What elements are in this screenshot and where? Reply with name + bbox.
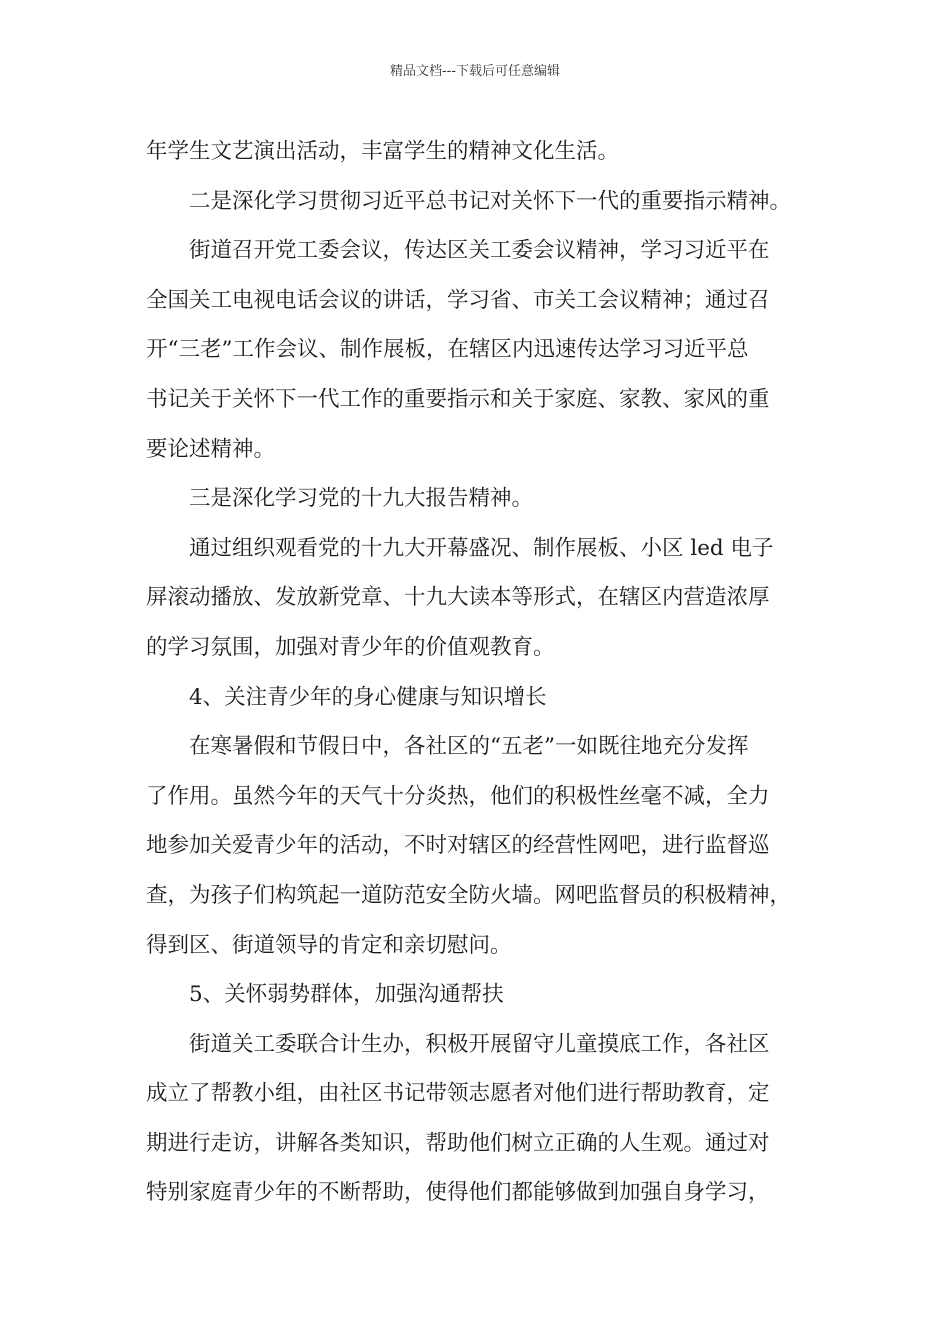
document-body xyxy=(146,127,826,1218)
text-line: 地参加关爱青少年的活动，不时对辖区的经营性网吧，进行监督巡 xyxy=(146,833,770,859)
text-line: 要论述精神。 xyxy=(146,436,276,462)
text-line: 的学习氛围，加强对青少年的价值观教育。 xyxy=(146,634,555,660)
text-line: 书记关于关怀下一代工作的重要指示和关于家庭、家教、家风的重 xyxy=(146,386,770,412)
text-line: 街道关工委联合计生办，积极开展留守儿童摸底工作，各社区 xyxy=(189,1031,770,1057)
text-line: 街道召开党工委会议，传达区关工委会议精神，学习习近平在 xyxy=(189,238,770,264)
text-line: 成立了帮教小组，由社区书记带领志愿者对他们进行帮助教育，定 xyxy=(146,1081,770,1107)
text-line: 全国关工电视电话会议的讲话，学习省、市关工会议精神；通过召 xyxy=(146,287,770,313)
text-line: 特别家庭青少年的不断帮助，使得他们都能够做到加强自身学习， xyxy=(146,1180,770,1206)
paragraph-heading: 二是深化学习贯彻习近平总书记对关怀下一代的重要指示精神。 xyxy=(189,188,792,214)
page-header: 精品文档---下载后可任意编辑 xyxy=(389,64,561,79)
text-line: 开“三老”工作会议、制作展板，在辖区内迅速传达学习习近平总 xyxy=(146,337,749,363)
section-heading: 4、关注青少年的身心健康与知识增长 xyxy=(189,684,547,710)
text-line: 期进行走访，讲解各类知识，帮助他们树立正确的人生观。通过对 xyxy=(146,1130,770,1156)
paragraph-heading: 三是深化学习党的十九大报告精神。 xyxy=(189,486,534,512)
text-line: 查，为孩子们构筑起一道防范安全防火墙。网吧监督员的积极精神， xyxy=(146,882,792,908)
text-line: 通过组织观看党的十九大开幕盛况、制作展板、小区 led 电子 xyxy=(189,535,774,561)
text-line: 得到区、街道领导的肯定和亲切慰问。 xyxy=(146,932,512,958)
text-line: 屏滚动播放、发放新党章、十九大读本等形式，在辖区内营造浓厚 xyxy=(146,585,770,611)
text-line: 在寒暑假和节假日中，各社区的“五老”一如既往地充分发挥 xyxy=(189,734,749,760)
text-line: 了作用。虽然今年的天气十分炎热，他们的积极性丝毫不减，全力 xyxy=(146,783,770,809)
section-heading: 5、关怀弱势群体，加强沟通帮扶 xyxy=(189,982,504,1008)
text-line: 年学生文艺演出活动，丰富学生的精神文化生活。 xyxy=(146,139,620,164)
